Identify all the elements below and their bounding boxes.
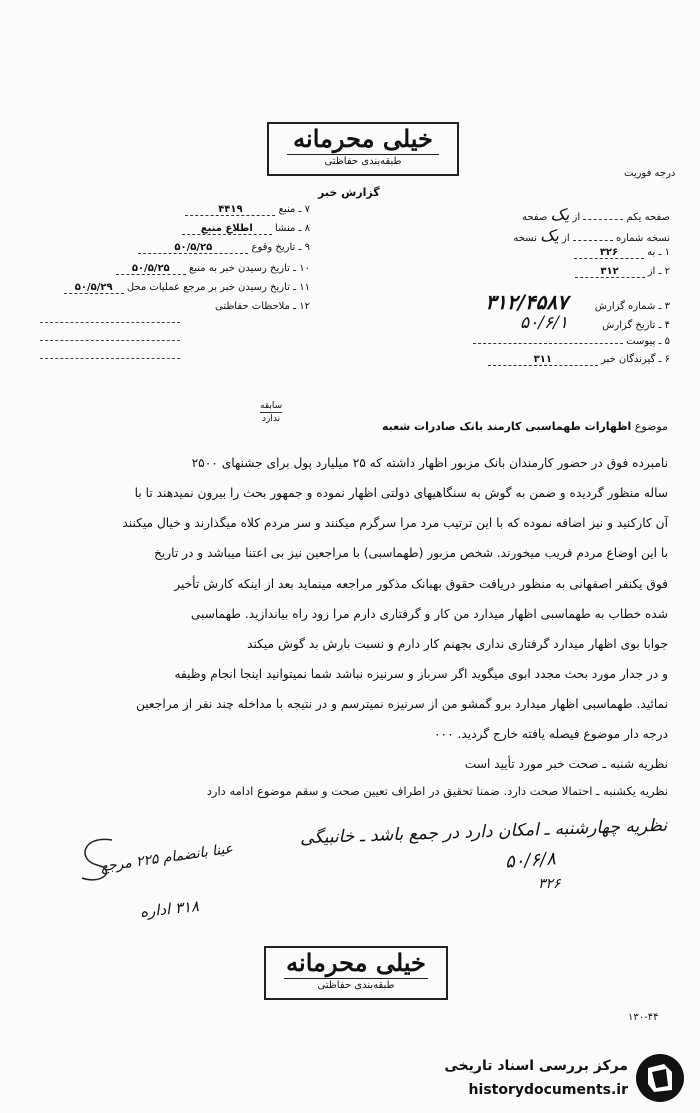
classification-title: خیلی محرمانه [286, 948, 426, 977]
dashed-rule [40, 340, 180, 341]
handwritten-referral: عینا بانضمام ۲۲۵ مرجع [99, 840, 235, 876]
signature-flourish [72, 830, 132, 890]
classification-subtitle: طبقه‌بندی حفاظتی [287, 154, 439, 167]
right-header-row: ۴ ـ تاریخ گزارش ۵۰/۶/۱ [519, 313, 670, 333]
subject-line [180, 420, 668, 433]
body-line: شده خطاب به طهماسبی اظهار میدارد من کار و گرفتاری دارم مرا زود راه بیاندازید. طهماسبی [190, 607, 668, 621]
body-line: نمائید. طهماسبی اظهار میدارد برو گمشو من از سرنیزه نمیترسم و در نتیجه با مداخله چند نفر از مراجعین [135, 697, 668, 711]
body-line: جوابا بوی اظهار میدارد گرفتاری نداری بجهنم کار دارم و نسبت بارش بد گوش میکند [247, 637, 668, 651]
body-line: نامبرده فوق در حضور کارمندان بانک مزبور اظهار داشته که ۲۵ میلیارد پول برای جشنهای ۲۵۰۰ [191, 456, 668, 470]
watermark-name: مرکز بررسی اسناد تاریخی [444, 1058, 628, 1074]
body-line: فوق یکنفر اصفهانی به منظور دریافت حقوق بهبانک مذکور مراجعه مینماید بعد از اینکه کارش تأخیر [174, 577, 668, 591]
classification-stamp-bottom [264, 946, 448, 1000]
left-header-row: ۱۰ ـ تاریخ رسیدن خبر به منبع ۵۰/۵/۲۵ [40, 263, 310, 275]
handwritten-code: ۳۲۶ [538, 876, 561, 892]
right-header-row: ۵ ـ پیوست [430, 336, 670, 347]
left-header-row: ۱۲ ـ ملاحظات حفاظتی [215, 301, 310, 312]
right-header-row: صفحه یکم از یک صفحه [521, 205, 670, 224]
dashed-rule [40, 322, 180, 323]
priority-label: درجه فوریت [624, 168, 676, 179]
form-code: ۱۳۰-۴۴ [628, 1012, 659, 1023]
body-line: آن کارکنید و نیز اضافه نموده که با این ترتیب مرد مرا سرگرم میکنند و سر مردم کلاه میگذارند و خیال میکنند [122, 516, 668, 530]
dashed-rule [40, 358, 180, 359]
archive-logo-icon [634, 1052, 686, 1104]
margin-note: سابقه ندارد [260, 401, 283, 424]
right-header-row: ۱ ـ به ۳۲۶ [520, 247, 670, 259]
left-header-row: ۷ ـ منبع ۴۴۱۹ [60, 204, 310, 216]
report-title: گزارش خبر [318, 186, 380, 199]
subject-label: موضوع [634, 420, 668, 433]
classification-title: خیلی محرمانه [293, 124, 433, 153]
right-header-row: ۳ ـ شماره گزارش ۳۱۲/۴۵۸۷ [485, 290, 670, 314]
right-header-row: ۲ ـ از ۳۱۲ [520, 266, 670, 278]
body-line: درجه دار موضوع فیصله یافته خارج گردید. ۰۰۰ [434, 727, 668, 741]
body-line: و در جدار مورد بحث مجدد ابوی میگوید اگر سرباز و سرنیزه نباشد شما نمیتوانید اینجا انجام وظیفه [174, 667, 668, 681]
opinion-sunday: نظریه یکشنبه ـ احتمالا صحت دارد. ضمنا تحقیق در اطراف تعیین صحت و سقم موضوع ادامه دارد [206, 784, 668, 798]
classification-subtitle: طبقه‌بندی حفاظتی [284, 978, 428, 991]
right-header-row: ۶ ـ گیرندگان خبر ۳۱۱ [430, 354, 670, 366]
opinion-saturday: نظریه شنبه ـ صحت خبر مورد تأیید است [464, 757, 668, 771]
handwritten-date: ۵۰/۶/۸ [504, 848, 557, 873]
body-line: با این اوضاع مردم فریب میخورند. شخص مزبور (طهماسبی) با مراجعین نیز بی اعتنا میباشد و در تاریخ [154, 546, 668, 560]
subject-text: اظهارات طهماسبی کارمند بانک صادرات شعبه [382, 420, 632, 433]
left-header-row: ۹ ـ تاریخ وقوع ۵۰/۵/۲۵ [60, 242, 310, 254]
classification-stamp-top [267, 122, 459, 176]
left-header-row: ۸ ـ منشا اطلاع منبع [60, 223, 310, 235]
signature: ۳۱۸ اداره [139, 896, 200, 922]
watermark-site: historydocuments.ir [468, 1082, 628, 1098]
watermark [400, 1050, 690, 1106]
left-header-row: ۱۱ ـ تاریخ رسیدن خبر بر مرجع عملیات محل ۵۰/۵/۲۹ [20, 282, 310, 294]
right-header-row: نسخه شماره از یک نسخه [513, 226, 670, 245]
body-line: ساله منظور گردیده و ضمن به گوش به سنگاهیهای دولتی اظهار نموده و جمهور بحث را بیرون نمیدهند تا با [134, 486, 668, 500]
handwritten-opinion: نظریه چهارشنبه ـ امکان دارد در جمع باشد ـ خانبیگی [299, 815, 668, 849]
